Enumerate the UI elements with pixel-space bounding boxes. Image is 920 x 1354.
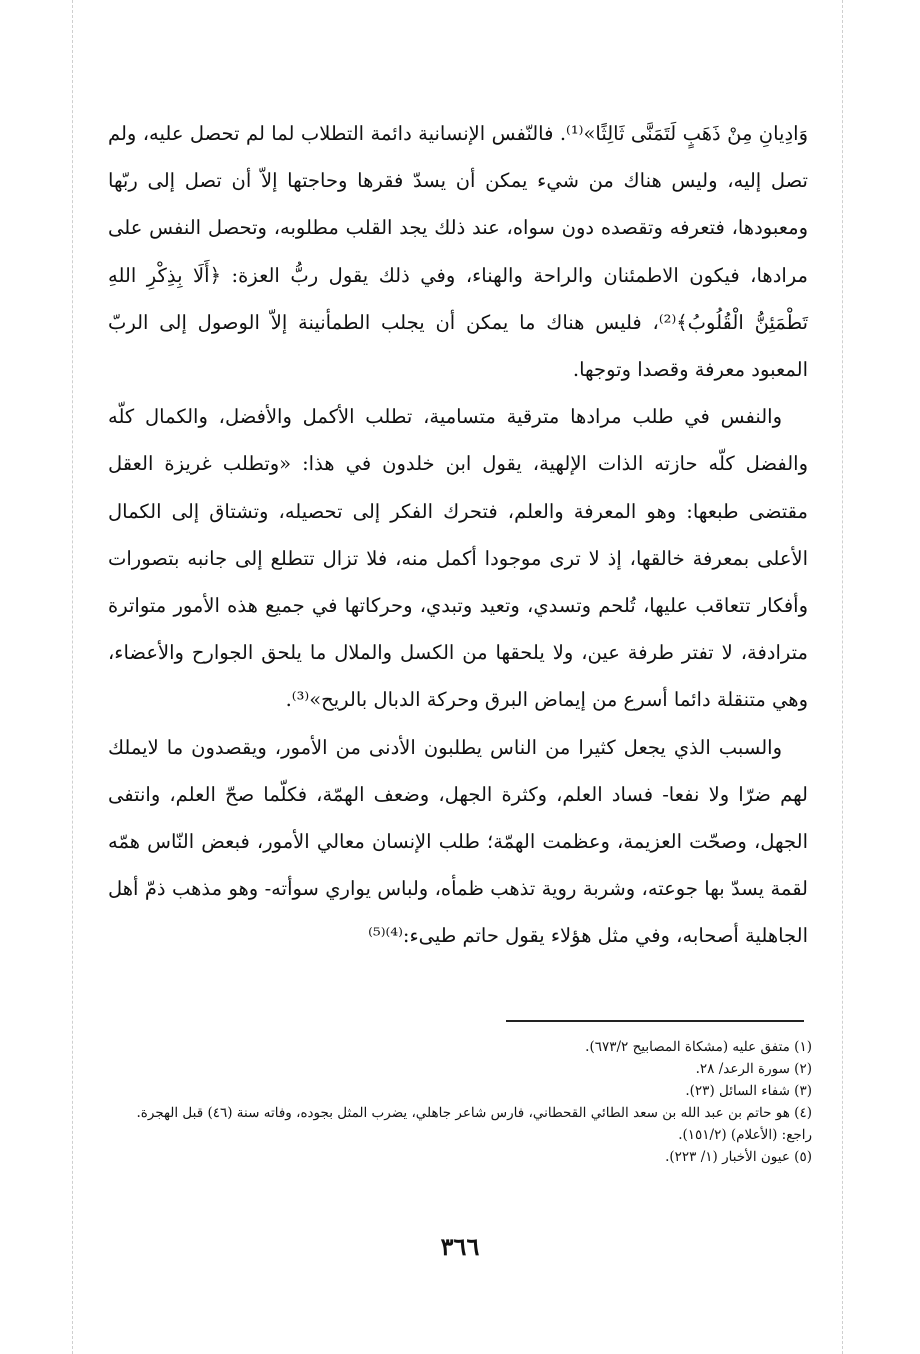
footnotes xyxy=(108,1036,812,1168)
footnote-5: (٥) عيون الأخبار (١/ ٢٢٣). xyxy=(665,1149,812,1165)
footnote-4: (٤) هو حاتم بن عبد الله بن سعد الطائي القحطاني، فارس شاعر جاهلي، يضرب المثل بجوده، وفاته سنة (٤٦) قبل الهجرة. راجع: (الأعلام) (١٥١/٢). xyxy=(136,1105,812,1143)
paragraph-3: والسبب الذي يجعل كثيرا من الناس يطلبون الأدنى من الأمور، ويقصدون ما لايملك لهم ضرّا ولا نفعا- فساد العلم، وكثرة الجهل، وضعف الهمّة، فكلّما صحّ العلم، وانتفى الجهل، وصحّت العزيمة، وعظمت الهمّة؛ طلب الإنسان معالي الأمور، فبعض النّاس همّه لقمة يسدّ بها جوعته، وشربة روية تذهب ظمأه، ولباس يواري سوأته- وهو مذهب ذمّ أهل الجاهلية أصحابه، وفي مثل هؤلاء يقول حاتم طيىء:⁽⁴⁾⁽⁵⁾ xyxy=(108,735,808,948)
footnote-3: (٣) شفاء السائل (٢٣). xyxy=(685,1083,812,1099)
right-margin-guide xyxy=(842,0,843,1354)
paragraph-1: وَادِيانِ مِنْ ذَهَبٍ لَتَمَنَّى ثَالِثًا»⁽¹⁾. فالنّفس الإنسانية دائمة التطلاب لما لم تحصل عليه، ولم تصل إليه، وليس هناك من شيء يمكن أن يسدّ فقرها وحاجتها إلاّ أن تصل إلى ربّها ومعبودها، فتعرفه وتقصده دون سواه، عند ذلك يجد القلب مطلوبه، وتحصل النفس على مرادها، فيكون الاطمئنان والراحة والهناء، وفي ذلك يقول ربُّ العزة: ﴿أَلَا بِذِكْرِ اللهِ تَطْمَئِنُّ الْقُلُوبُ﴾⁽²⁾، فليس هناك ما يمكن أن يجلب الطمأنينة إلاّ الوصول إلى الربّ المعبود معرفة وقصدا وتوجها. xyxy=(108,122,808,382)
paragraph-2: والنفس في طلب مرادها مترقية متسامية، تطلب الأكمل والأفضل، والكمال كلّه والفضل كلّه حازته الذات الإلهية، يقول ابن خلدون في هذا: «وتطلب غريزة العقل مقتضى طبعها: وهو المعرفة والعلم، فتحرك الفكر إلى تحصيله، وتشتاق إلى الكمال الأعلى بمعرفة خالقها، إذ لا ترى موجودا أكمل منه، فلا تزال تتطلع إلى جانبه بتصورات وأفكار تتعاقب عليها، تُلحم وتسدي، وتعيد وتبدي، وحركاتها في جميع هذه الأمور متواترة مترادفة، لا تفتر طرفة عين، ولا يلحقها من الكسل والملال ما يلحق الجوارح والأعضاء، وهي متنقلة دائما أسرع من إيماض البرق وحركة الدبال بالريح»⁽³⁾. xyxy=(108,405,808,712)
left-margin-guide xyxy=(72,0,73,1354)
footnote-1: (١) متفق عليه (مشكاة المصابيح ٦٧٣/٢). xyxy=(585,1039,812,1055)
main-text xyxy=(108,110,808,960)
footnote-separator xyxy=(506,1020,804,1022)
page-number: ٣٦٦ xyxy=(440,1232,480,1261)
page-body xyxy=(108,110,808,960)
footnote-2: (٢) سورة الرعد/ ٢٨. xyxy=(695,1061,812,1077)
